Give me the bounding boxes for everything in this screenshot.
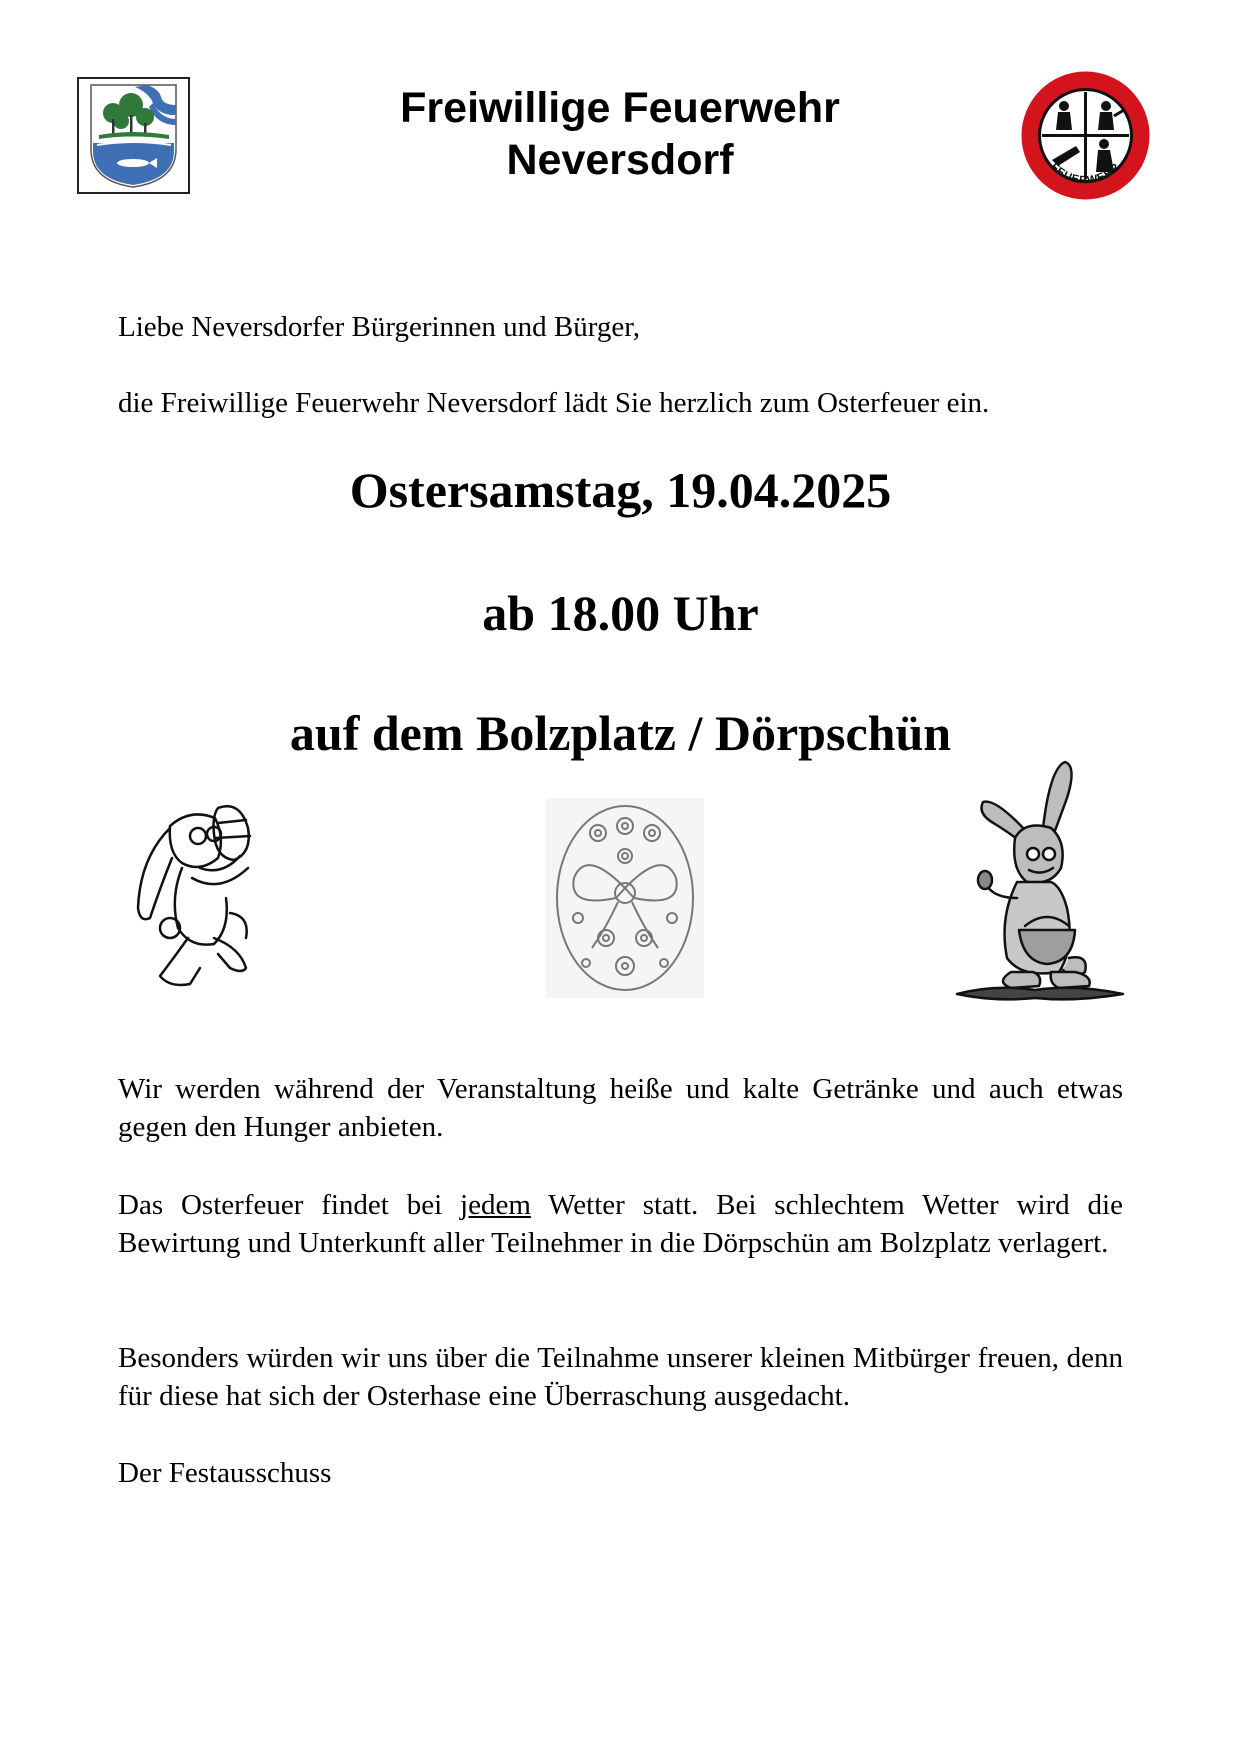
municipal-crest-logo — [77, 77, 190, 194]
bunny-with-basket-illustration — [955, 758, 1125, 1003]
event-date: Ostersamstag, 19.04.2025 — [349, 462, 892, 518]
greeting-line: Liebe Neversdorfer Bürgerinnen und Bürger, — [118, 311, 641, 343]
paragraph-refreshments: Wir werden während der Veranstaltung heiße und kalte Getränke und auch etwas gegen den Hunger anbieten. — [118, 1073, 1123, 1143]
invitation-line: die Freiwillige Feuerwehr Neversdorf lädt Sie herzlich zum Osterfeuer ein. — [118, 387, 990, 419]
org-line-2: Neversdorf — [506, 136, 734, 184]
paragraph-children: Besonders würden wir uns über die Teilnahme unserer kleinen Mitbürger freuen, denn für diese hat sich der Osterhase eine Überraschung ausgedacht. — [118, 1342, 1123, 1412]
event-time: ab 18.00 Uhr — [482, 585, 759, 641]
fire-brigade-logo — [1018, 68, 1153, 203]
org-line-1: Freiwillige Feuerwehr — [400, 84, 840, 132]
decorated-easter-egg-illustration — [546, 798, 704, 998]
organisation-title — [300, 82, 940, 186]
bunny-with-egg-illustration — [130, 798, 280, 1003]
signature: Der Festausschuss — [118, 1457, 332, 1489]
weather-text-end: Wetter statt. Bei schlechtem Wetter wird die Bewirtung und Unterkunft aller Teilnehmer in die Dörpschün am Bolzplatz verlagert. — [118, 1189, 1123, 1259]
paragraph-weather — [118, 1186, 1123, 1262]
emphasis-every: jedem — [460, 1189, 531, 1221]
event-location: auf dem Bolzplatz / Dörpschün — [289, 705, 952, 761]
weather-text-start: Das Osterfeuer findet bei — [118, 1189, 461, 1221]
fire-logo-text: FEUERWEHR — [1048, 160, 1123, 187]
